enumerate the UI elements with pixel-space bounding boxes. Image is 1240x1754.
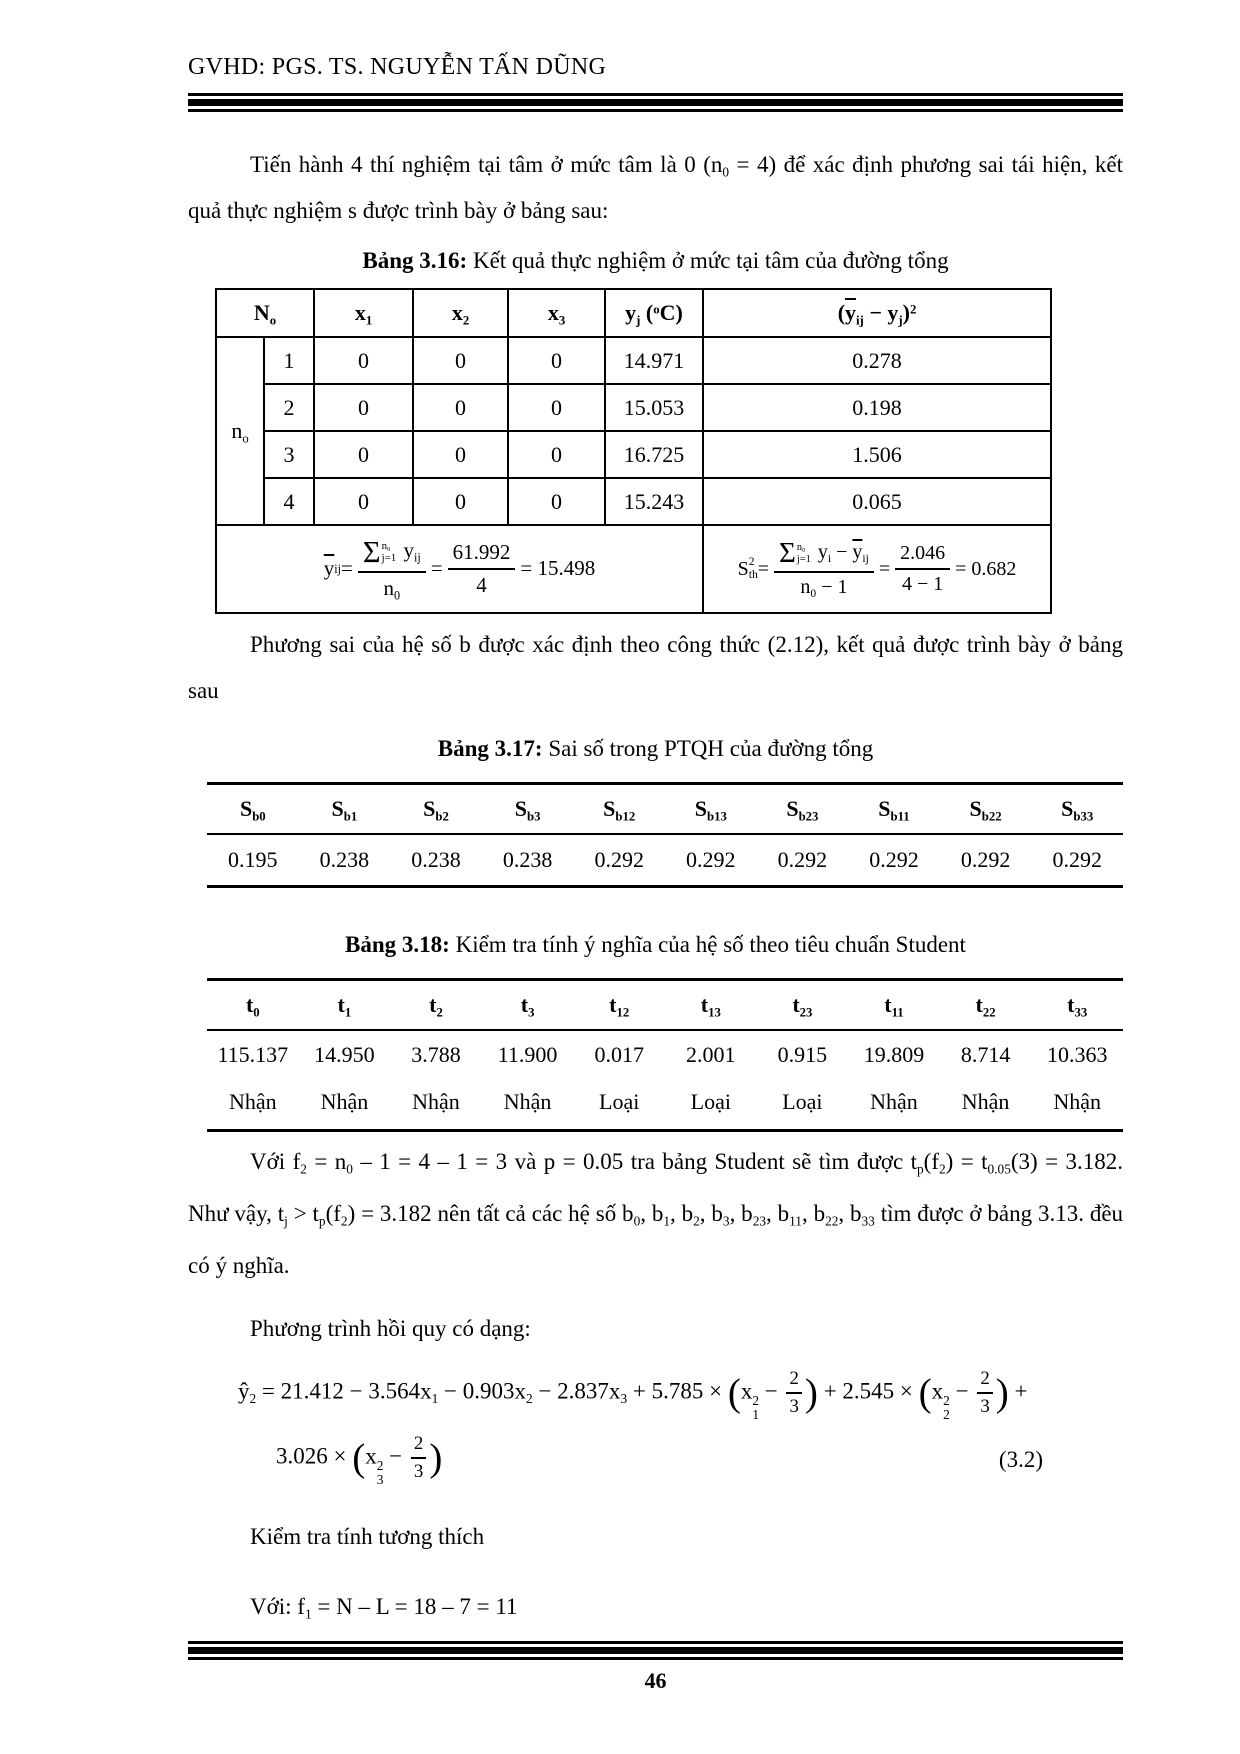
big-paren: ) — [804, 1371, 818, 1415]
table-cell: 0.065 — [703, 478, 1051, 525]
column-header-yj: $y_j$ ($^o$C) — [605, 289, 703, 337]
decision-cell: Loại — [690, 1089, 731, 1114]
table-header-row — [216, 289, 1051, 337]
overline: $\overline{y}$ — [845, 300, 857, 325]
table-cell: 0.017 — [594, 1042, 644, 1067]
table-3-18 — [207, 978, 1123, 1132]
mean-formula-cell — [216, 525, 703, 613]
table-cell: 15.053 — [605, 384, 703, 431]
after-table-paragraph: Phương sai của hệ số b được xác định theo công thức (2.12), kết quả được trình bày ở bảng sau — [188, 632, 1123, 703]
rule-line — [188, 99, 1123, 106]
column-header: $t_2$ — [429, 992, 443, 1020]
table-cell: 0 — [508, 431, 605, 478]
column-header-n: $N_o$ — [216, 289, 314, 337]
table-cell: 0.292 — [1052, 847, 1102, 872]
table-cell: 0 — [508, 384, 605, 431]
decision-cell: Nhận — [961, 1089, 1010, 1114]
column-header: $S_{b12}$ — [603, 796, 636, 824]
table-cell: 11.900 — [497, 1042, 558, 1067]
table-row — [216, 384, 1051, 431]
column-header: $S_{b22}$ — [969, 796, 1002, 824]
decision-cell: Loại — [599, 1089, 640, 1114]
table-cell: 0.915 — [777, 1042, 828, 1067]
column-header-x1: $x_1$ — [314, 289, 413, 337]
row-group-label: $n_o$ — [216, 337, 264, 525]
table-value-row — [207, 835, 1123, 885]
column-header: $S_{b23}$ — [786, 796, 819, 824]
table-cell: 0.292 — [869, 847, 919, 872]
table-cell: 19.809 — [863, 1042, 925, 1067]
table-cell: 15.243 — [605, 478, 703, 525]
column-header: $t_{13}$ — [700, 992, 721, 1020]
column-header: $S_{b13}$ — [694, 796, 727, 824]
page-footer — [188, 1641, 1123, 1694]
table-cell: 0 — [314, 431, 413, 478]
stacked-scripts: 2 th — [748, 555, 758, 581]
summation: Σ $n_0$ j=1 — [362, 535, 397, 570]
fraction: Σ $n_0$ j=1 $y_i - \overline{y}_{ij}$ $n_0 - 1$ — [774, 539, 874, 599]
table-row — [216, 337, 1051, 384]
table-cell: 3 — [264, 431, 314, 478]
table-row — [216, 431, 1051, 478]
column-header-x3: $x_3$ — [508, 289, 605, 337]
header-rule — [188, 93, 1123, 112]
fraction: $\frac{2}{3}$ — [411, 1433, 426, 1483]
table-row — [216, 478, 1051, 525]
fraction: Σ $n_0$ j=1 $y_{ij}$ $n_0$ — [358, 537, 426, 600]
page-content — [188, 0, 1123, 1630]
table-cell: 0.198 — [703, 384, 1051, 431]
table-cell: 0.238 — [502, 847, 553, 872]
table-cell: 3.788 — [411, 1042, 461, 1067]
table-cell: 0 — [413, 478, 508, 525]
table-cell: 1.506 — [703, 431, 1051, 478]
student-paragraph: Với $f_2 = n_0 - 1 = 4 - 1 = 3$ và p = 0.05 tra bảng Student sẽ tìm được $t_p(f_2) = t_{0.05}(3) = 3.182$. Như vậy, $t_j > t_p(f_2) = 3.182$ nên tất cả các hệ số $b_0$, $b_1$, $b_2$, $b_3$, $b_{23}$, $b_{11}$, $b_{22}$, $b_{33}$ tìm được ở bảng 3.13. đều có ý nghĩa. — [188, 1149, 1124, 1278]
table-cell: 8.714 — [960, 1042, 1011, 1067]
table-3-16-caption: Bảng 3.16: Kết quả thực nghiệm ở mức tại tâm của đường tổng — [362, 248, 949, 273]
page-header-title: GVHD: PGS. TS. NGUYỄN TẤN DŨNG — [188, 54, 607, 80]
big-paren: ) — [429, 1436, 443, 1480]
equation — [188, 1368, 1123, 1488]
column-header: $t_{11}$ — [884, 992, 904, 1020]
table-3-17-caption: Bảng 3.17: Sai số trong PTQH của đường tổng — [437, 736, 874, 761]
table-cell: 0 — [508, 337, 605, 384]
big-paren: ( — [918, 1371, 932, 1415]
table-cell: 2 — [264, 384, 314, 431]
column-header: $t_{33}$ — [1067, 992, 1088, 1020]
footer-rule — [188, 1641, 1123, 1660]
decision-cell: Nhận — [870, 1089, 918, 1114]
table-formula-row — [216, 525, 1051, 613]
decision-cell: Loại — [782, 1089, 823, 1114]
decision-cell: Nhận — [1053, 1089, 1102, 1114]
table-value-row — [207, 1031, 1123, 1079]
page-number: 46 — [644, 1668, 667, 1693]
column-header: $S_{b3}$ — [514, 796, 541, 824]
decision-cell: Nhận — [320, 1089, 369, 1114]
equation-line-2: 3.026 × (x 2 3 − $\frac{2}{3}$ ) — [276, 1432, 443, 1488]
big-paren: ( — [727, 1371, 741, 1415]
stacked-scripts: 2 1 — [752, 1392, 759, 1423]
variance-formula: S 2 th = Σ $n_0$ j=1 $y_i - \overline{y}_{ij}$ $n_0 - 1$ = $\frac{2.046}{4 - 1}$ = 0.682 — [737, 537, 1017, 601]
table-cell: 0.292 — [777, 847, 828, 872]
column-header-deviation: $(\overline{y}_{ij} - y_j)^2$ — [703, 289, 1051, 337]
column-header: $S_{b1}$ — [331, 796, 358, 824]
column-header: $S_{b2}$ — [423, 796, 449, 824]
big-paren: ( — [352, 1436, 366, 1480]
column-header: $t_{12}$ — [609, 992, 630, 1020]
rule-line — [188, 1657, 1123, 1660]
overline: $\overline{y}$ — [323, 556, 335, 581]
table-cell: 0.195 — [228, 847, 278, 872]
fraction: $\frac{2}{3}$ — [786, 1368, 801, 1418]
table-cell: 1 — [264, 337, 314, 384]
table-cell: 16.725 — [605, 431, 703, 478]
table-header-row — [207, 785, 1123, 835]
table-cell: 0 — [314, 337, 413, 384]
intro-paragraph: Tiến hành 4 thí nghiệm tại tâm ở mức tâm là 0 $(n_0 = 4)$ để xác định phương sai tái hiện, kết quả thực nghiệm s được trình bày ở bảng sau: — [188, 152, 1123, 223]
table-cell: 0 — [314, 478, 413, 525]
column-header: $S_{b33}$ — [1061, 796, 1094, 824]
table-cell: 0.238 — [411, 847, 461, 872]
table-cell: 0 — [314, 384, 413, 431]
table-cell: 4 — [264, 478, 314, 525]
table-decision-row — [207, 1079, 1123, 1129]
fraction: $\frac{61.992}{4}$ — [448, 540, 516, 598]
table-cell: 14.971 — [605, 337, 703, 384]
fraction: $\frac{2.046}{4 - 1}$ — [895, 542, 950, 596]
table-cell: 0.238 — [319, 847, 370, 872]
table-cell: 10.363 — [1046, 1042, 1108, 1067]
equation-line-1: $ŷ_2 = 21.412 - 3.564x_1 - 0.903x_2 - 2.837x_3 + 5.785 \times (x$ 2 1 − $\frac{2}{3}$ ) + 2.545 × (x 2 2 − $\frac{2}{3}$ ) + — [238, 1368, 1028, 1423]
decision-cell: Nhận — [503, 1089, 552, 1114]
fraction: $\frac{2}{3}$ — [977, 1368, 992, 1418]
mean-formula: $\overline{y}$ ij = Σ $n_0$ j=1 $y_{ij}$ $n_0$ = $\frac{61.992}{4}$ = 15.498 — [323, 535, 596, 602]
column-header: $S_{b0}$ — [239, 796, 266, 824]
table-cell: 0.292 — [686, 847, 736, 872]
f1-line: Với: $f_1 = N - L = 18 - 7 = 11$ — [250, 1593, 518, 1622]
regression-intro: Phương trình hồi quy có dạng: — [250, 1316, 531, 1341]
table-cell: 0 — [413, 384, 508, 431]
table-3-17 — [207, 782, 1123, 888]
column-header: $t_1$ — [337, 992, 352, 1020]
big-paren: ) — [995, 1371, 1009, 1415]
variance-formula-cell — [703, 525, 1051, 613]
compatibility-check-line: Kiểm tra tính tương thích — [250, 1523, 485, 1549]
table-cell: 115.137 — [217, 1042, 289, 1067]
column-header: $t_{23}$ — [792, 992, 813, 1020]
rule-line — [188, 1641, 1123, 1644]
table-cell: 0.292 — [594, 847, 644, 872]
table-cell: 0 — [413, 431, 508, 478]
column-header: $S_{b11}$ — [878, 796, 910, 824]
decision-cell: Nhận — [412, 1089, 460, 1114]
table-cell: 0.278 — [703, 337, 1051, 384]
overline: $\overline{y}$ — [852, 541, 863, 564]
rule-line — [188, 1647, 1123, 1654]
column-header: $t_3$ — [520, 992, 535, 1020]
column-header: $t_{22}$ — [975, 992, 996, 1020]
equation-row-2 — [276, 1433, 1123, 1488]
table-header-row — [207, 981, 1123, 1031]
table-cell: 2.001 — [686, 1042, 736, 1067]
stacked-scripts: 2 2 — [943, 1392, 950, 1423]
column-header: $t_0$ — [245, 992, 260, 1020]
column-header-x2: $x_2$ — [413, 289, 508, 337]
table-3-16 — [215, 288, 1052, 614]
decision-cell: Nhận — [228, 1089, 277, 1114]
table-cell: 0.292 — [960, 847, 1011, 872]
table-cell: 14.950 — [314, 1042, 375, 1067]
table-cell: 0 — [413, 337, 508, 384]
stacked-scripts: 2 3 — [376, 1457, 384, 1488]
summation: Σ $n_0$ j=1 — [779, 537, 811, 569]
table-cell: 0 — [508, 478, 605, 525]
rule-line — [188, 93, 1123, 96]
table-3-18-caption: Bảng 3.18: Kiểm tra tính ý nghĩa của hệ số theo tiêu chuẩn Student — [345, 932, 966, 957]
equation-number: (3.2) — [998, 1447, 1043, 1473]
rule-line — [188, 109, 1123, 112]
